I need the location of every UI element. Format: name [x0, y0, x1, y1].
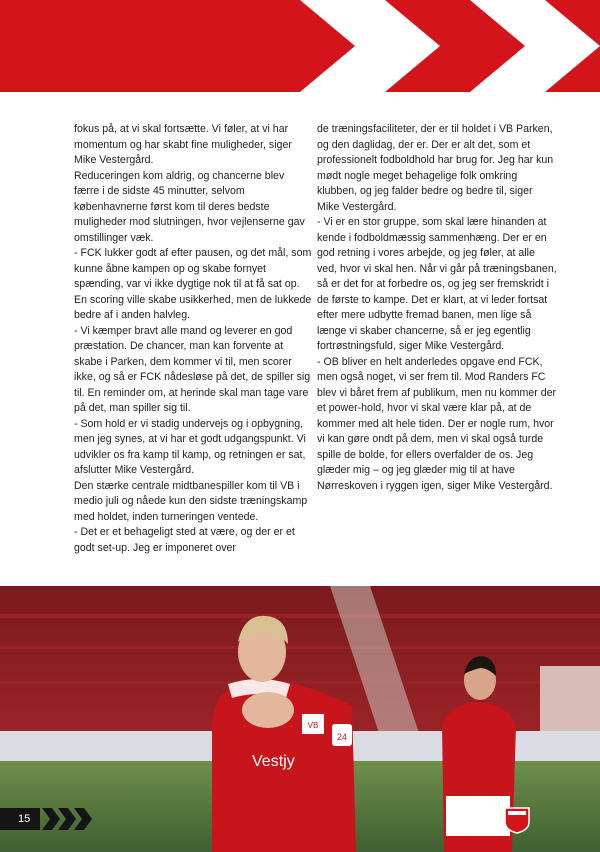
- crest-text: VB: [307, 721, 319, 730]
- paragraph: - FCK lukker godt af efter pausen, og det mål, som kunne åbne kampen op og skabe fornyet spænding, var vi ikke dygtige nok til at få sat op. En scoring ville skabe usikkerhed, men de lukkede bedre af i anden halvleg.: [74, 247, 312, 321]
- paragraph: - Vi er en stor gruppe, som skal lære hinanden at kende i fodboldmæssig sammenhæng. Der er en god retning i vores arbejde, og jeg føler, at alle ved, hvor vi skal hen. Når vi går på træningsbanen, så er det for at forbedre os, og jeg ser fremskridt i de første to kampe. Det er klart, at vi leder fortsat efter mere udbytte fremad banen, men lige så længe vi skaber chancerne, så er jeg egentlig fortrøstningsfuld, siger Mike Vestergård.: [317, 216, 557, 352]
- paragraph: de træningsfaciliteter, der er til holdet i VB Parken, og den daglidag, der er. Der er alt det, som et professionelt fodboldhold har brug for. Jeg har kun mødt nogle meget behagelige folk omkring klubben, og jeg falder bedre og bedre til, siger Mike Vestergård.: [317, 123, 554, 213]
- chevron-arrows-icon: [40, 808, 100, 830]
- paragraph: fokus på, at vi skal fortsætte. Vi føler, at vi har momentum og har skabt fine muligheder, siger Mike Vestergård.: [74, 123, 292, 166]
- paragraph: - OB bliver en helt anderledes opgave end FCK, men også noget, vi ser frem til. Mod Randers FC blev vi båret frem af publikum, men nu kommer der et power-hold, hvor vi skal være klar på, at de kommer med alt hele tiden. Der er nogle rum, hvor vi kan gøre ondt på dem, men vi skal også turde spille de bolde, for ellers overfalder de os. Jeg glæder mig – og jeg glæder mig til at have Nørreskoven i ryggen igen, siger Mike Vestergård.: [317, 355, 557, 492]
- paragraph: - Vi kæmper bravt alle mand og leverer en god præstation. De chancer, man kan forvente at skabe i Parken, dem kommer vi til, men scorer ikke, og så er FCK nådesløse på det, de spiller sig til. En reminder om, at herinde skal man tage vare på det, man spiller sig til.: [74, 324, 311, 414]
- paragraph: Den stærke centrale midtbanespiller kom til VB i medio juli og nåede kun den sidste træningskamp med holdet, inden turneringen ventede.: [74, 479, 308, 523]
- paragraph: - Det er et behageligt sted at være, og der er et godt set-up. Jeg er imponeret over: [74, 526, 295, 554]
- chevron-arrows-icon: [0, 0, 600, 92]
- number-badge: 24: [336, 732, 348, 742]
- article-column-left: [74, 122, 312, 556]
- article-column-right: [317, 122, 557, 494]
- page-number: 15: [0, 808, 40, 830]
- paragraph: Reduceringen kom aldrig, og chancerne blev færre i de sidste 45 minutter, selvom københavnerne først kom til deres bedste muligheder mod slutningen, hvor vejlenserne gav omstillinger væk.: [74, 169, 305, 244]
- paragraph: - Som hold er vi stadig undervejs og i opbygning, men jeg synes, at vi har et godt udgangspunkt. Vi udvikler os fra kamp til kamp, og retningen er sat, afslutter Mike Vestergård.: [74, 417, 306, 476]
- header-banner: [0, 0, 600, 92]
- vb-crest-icon: [504, 806, 530, 834]
- sponsor-text: Vestjy: [252, 753, 295, 770]
